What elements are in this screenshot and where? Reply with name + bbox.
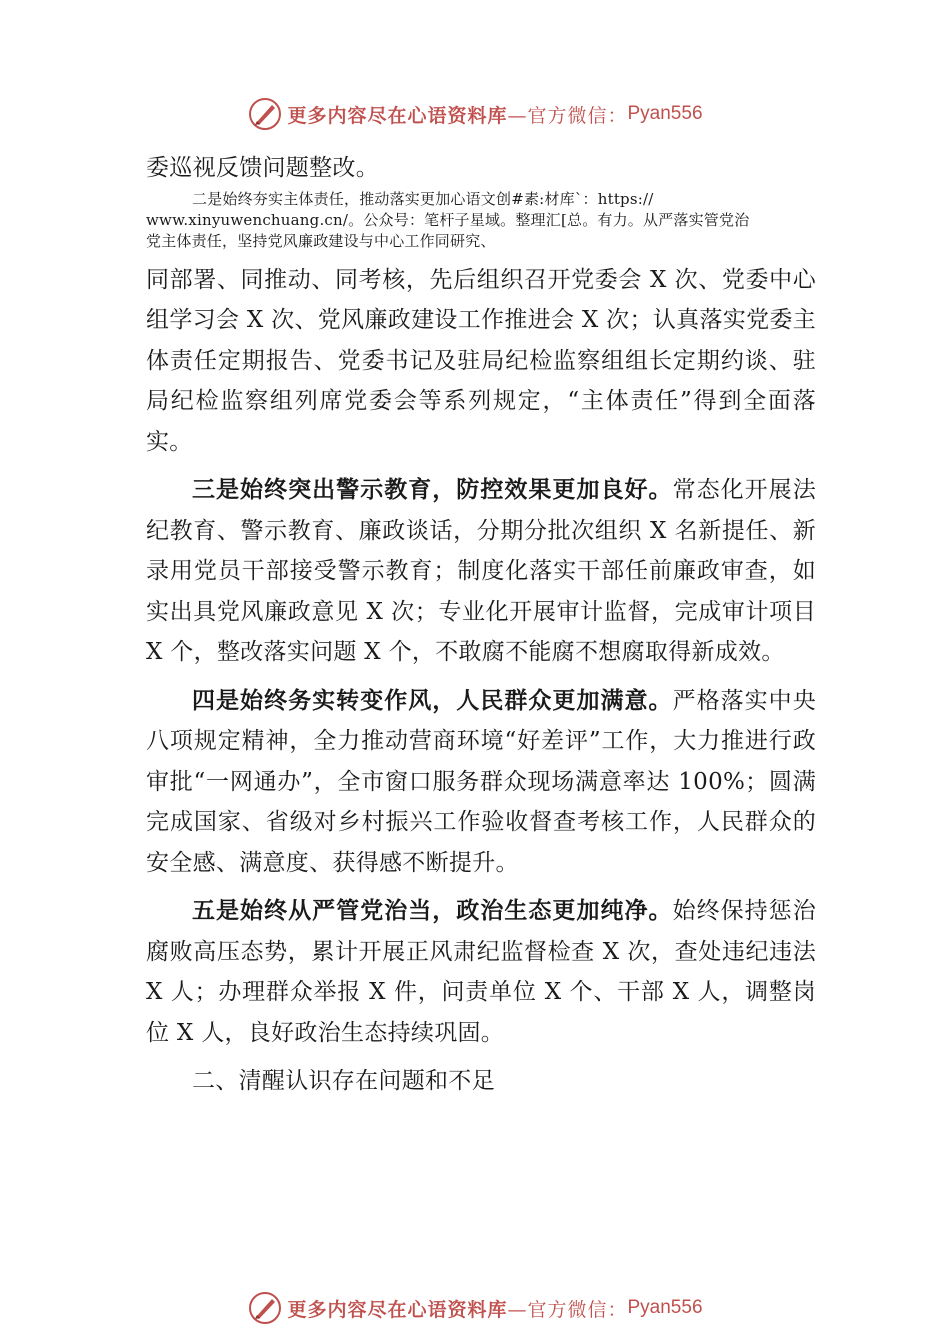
- paragraph-three-heading: 三是始终突出警示教育，防控效果更加良好。: [192, 477, 673, 503]
- small-tail-line: 党主体责任，坚持党风廉政建设与中心工作同研究、: [146, 231, 496, 250]
- section-heading: 二、清醒认识存在问题和不足: [192, 1068, 495, 1094]
- quill-pen-logo-icon: [247, 96, 283, 132]
- small-intro-line: 二是始终夯实主体责任，推动落实更加心语文创#素:材库`：https://: [192, 189, 654, 208]
- banner-brand-text: 更多内容尽在心语资料库: [287, 104, 508, 127]
- paragraph-four-body: 严格落实中央八项规定精神，全力推动营商环境“好差评”工作，大力推进行政审批“一网通办”，全市窗口服务群众现场满意率达 100%；圆满完成国家、省级对乡村振兴工作验收督查考核工作，人民群众的安全感、满意度、获得感不断提升。: [146, 687, 817, 876]
- small-url-line: www.xinyuwenchuang.cn/。公众号：笔杆子星域。整理汇[总。有力。从严落实管党治: [146, 210, 750, 229]
- banner-brand-text: 更多内容尽在心语资料库: [287, 1298, 508, 1321]
- paragraph-four: [146, 681, 816, 884]
- header-banner: [0, 94, 950, 134]
- paragraph-three: [146, 470, 816, 673]
- paragraph-five-heading: 五是始终从严管党治当，政治生态更加纯净。: [192, 898, 673, 924]
- paragraph-three-body: 常态化开展法纪教育、警示教育、廉政谈话，分期分批次组织 X 名新提任、新录用党员干部接受警示教育；制度化落实干部任前廉政审查，如实出具党风廉政意见 X 次；专业化开展审计监督，完成审计项目 X 个，整改落实问题 X 个，不敢腐不能腐不想腐取得新成效。: [146, 477, 817, 665]
- small-print-block: [146, 189, 816, 252]
- banner-wechat-id: Pyan556: [627, 103, 703, 124]
- banner-official-text: —官方微信：: [507, 1298, 628, 1321]
- paragraph-two-body: 同部署、同推动、同考核，先后组织召开党委会 X 次、党委中心组学习会 X 次、党风廉政建设工作推进会 X 次；认真落实党委主体责任定期报告、党委书记及驻局纪检监察组组长定期约谈、驻局纪检监察组列席党委会等系列规定，“主体责任”得到全面落实。: [146, 266, 816, 455]
- banner-wechat-id: Pyan556: [627, 1297, 703, 1318]
- quill-pen-logo-icon: [247, 1290, 283, 1326]
- document-body: [146, 148, 816, 1102]
- paragraph-five-body: 始终保持惩治腐败高压态势，累计开展正风肃纪监督检查 X 次，查处违纪违法 X 人；办理群众举报 X 件，问责单位 X 个、干部 X 人，调整岗位 X 人，良好政治生态持续巩固。: [146, 898, 817, 1046]
- banner-official-text: —官方微信：: [507, 104, 628, 127]
- paragraph-continuation: 委巡视反馈问题整改。: [146, 155, 379, 181]
- paragraph-five: [146, 891, 816, 1053]
- paragraph-four-heading: 四是始终务实转变作风，人民群众更加满意。: [192, 687, 673, 714]
- footer-banner: [0, 1288, 950, 1328]
